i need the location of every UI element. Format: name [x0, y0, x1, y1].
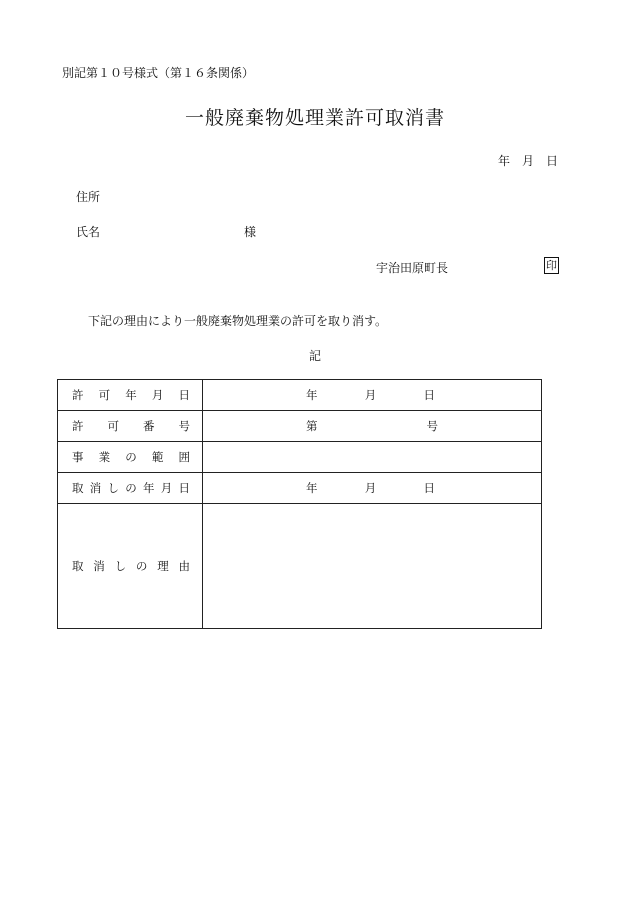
issuer-name: 宇治田原町長 [376, 261, 449, 275]
value-part: 月 [364, 388, 377, 402]
issue-date: 年 月 日 [497, 154, 558, 168]
row-label: 取消しの理由 [58, 504, 203, 629]
row-value [203, 473, 542, 504]
row-value [203, 380, 542, 411]
row-label: 取消しの年月日 [58, 473, 203, 504]
table-row [58, 411, 542, 442]
name-label: 氏名 [76, 225, 101, 239]
seal-icon: 印 [546, 259, 557, 272]
body-text: 下記の理由により一般廃棄物処理業の許可を取り消す。 [88, 314, 388, 328]
row-label: 事業の範囲 [58, 442, 203, 473]
value-part: 年 [306, 481, 318, 495]
table-row [58, 504, 542, 629]
document-title: 一般廃棄物処理業許可取消書 [184, 107, 445, 129]
value-part: 日 [423, 388, 435, 402]
value-part: 第 [306, 419, 318, 433]
value-part: 号 [426, 419, 438, 433]
row-label: 許可番号 [58, 411, 203, 442]
table-row [58, 380, 542, 411]
address-label: 住所 [76, 190, 101, 204]
value-part: 月 [364, 481, 377, 495]
row-value [203, 442, 542, 473]
honorific: 様 [244, 225, 257, 239]
value-part: 年 [306, 388, 318, 402]
ki-heading: 記 [308, 349, 321, 363]
table-row [58, 442, 542, 473]
row-value [203, 504, 542, 629]
value-part: 日 [423, 481, 435, 495]
form-reference: 別記第１０号様式（第１６条関係） [62, 66, 255, 80]
row-value [203, 411, 542, 442]
table-row [58, 473, 542, 504]
revocation-table [57, 379, 542, 629]
row-label: 許可年月日 [58, 380, 203, 411]
